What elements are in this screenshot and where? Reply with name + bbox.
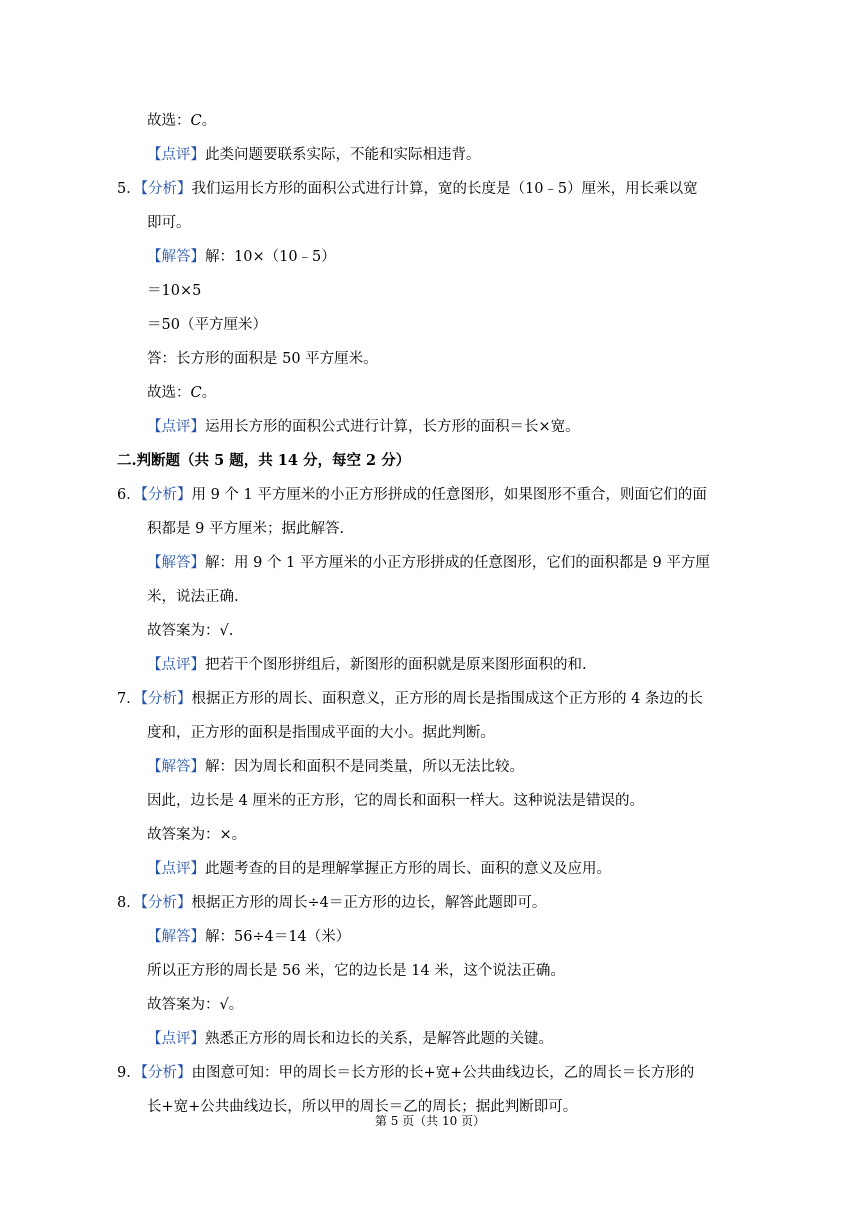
text-line (147, 383, 216, 403)
line-text: 运用长方形的面积公式进行计算，长方形的面积＝长×宽。 (205, 419, 580, 435)
line-text: 解：因为周长和面积不是同类量，所以无法比较。 (205, 759, 524, 775)
line-text: 把若干个图形拼组后，新图形的面积就是原来图形面积的和. (205, 657, 587, 673)
line-text: 二.判断题（共 5 题，共 14 分，每空 2 分） (117, 452, 411, 469)
text-line (147, 961, 565, 981)
text-line (147, 587, 239, 607)
annotation-tag: 【分析】 (140, 487, 192, 503)
text-line (147, 213, 191, 233)
text-line (147, 757, 524, 777)
line-text: 根据正方形的周长÷4＝正方形的边长，解答此题即可。 (191, 895, 547, 911)
line-text: 米，说法正确. (147, 589, 239, 605)
line-text: 度和，正方形的面积是指围成平面的大小。据此判断。 (147, 725, 495, 741)
line-text: 积都是 9 平方厘米；据此解答. (147, 521, 345, 537)
text-line (147, 281, 201, 301)
question-number: 5． (117, 181, 141, 197)
text-line (147, 723, 495, 743)
line-text: 由图意可知：甲的周长＝长方形的长+宽+公共曲线边长，乙的周长＝长方形的 (191, 1065, 695, 1081)
line-text: 所以正方形的周长是 56 米，它的边长是 14 米，这个说法正确。 (147, 963, 565, 979)
line-text: 因此，边长是 4 厘米的正方形，它的周长和面积一样大。这种说法是错误的。 (147, 793, 644, 809)
line-text: 根据正方形的周长、面积意义，正方形的周长是指围成这个正方形的 4 条边的长 (191, 691, 703, 707)
text-line (147, 927, 350, 947)
text-line (117, 179, 698, 199)
annotation-tag: 【解答】 (147, 555, 205, 571)
line-text: ＝50（平方厘米） (147, 317, 267, 333)
line-text: 故答案为：√。 (147, 997, 244, 1013)
text-line (117, 893, 546, 913)
line-text: 故选： (147, 385, 191, 401)
text-line (147, 995, 243, 1015)
annotation-tag: 【分析】 (140, 181, 192, 197)
question-number: 6． (117, 487, 141, 503)
answer-letter: C (190, 113, 202, 129)
question-number: 8． (117, 895, 141, 911)
line-text: 长+宽+公共曲线边长，所以甲的周长＝乙的周长；据此判断即可。 (147, 1099, 578, 1115)
text-line (147, 145, 481, 165)
annotation-tag: 【解答】 (147, 759, 205, 775)
line-text: 故选： (147, 113, 191, 129)
text-line (147, 247, 336, 267)
page-footer: 第 5 页（共 10 页） (374, 1114, 486, 1128)
annotation-tag: 【解答】 (147, 929, 205, 945)
line-text: 用 9 个 1 平方厘米的小正方形拼成的任意图形，如果图形不重合，则面它们的面 (191, 487, 707, 503)
annotation-tag: 【点评】 (147, 147, 205, 163)
section-heading (117, 451, 410, 471)
annotation-tag: 【点评】 (147, 657, 205, 673)
annotation-tag: 【点评】 (147, 1031, 205, 1047)
line-text: 解：56÷4＝14（米） (205, 929, 351, 945)
text-line (147, 1029, 553, 1049)
line-text: 答：长方形的面积是 50 平方厘米。 (147, 351, 378, 367)
annotation-tag: 【分析】 (140, 895, 192, 911)
text-line (117, 1063, 694, 1083)
line-text: 此类问题要联系实际，不能和实际相违背。 (205, 147, 481, 163)
line-suffix: 。 (201, 385, 217, 401)
annotation-tag: 【分析】 (140, 691, 192, 707)
text-line (147, 553, 710, 573)
line-text: 此题考查的目的是理解掌握正方形的周长、面积的意义及应用。 (205, 861, 611, 877)
line-text: 解：10×（10﹣5） (205, 249, 336, 265)
question-number: 9． (117, 1065, 141, 1081)
annotation-tag: 【点评】 (147, 861, 205, 877)
text-line (147, 791, 644, 811)
line-text: 即可。 (147, 215, 191, 231)
text-line (147, 417, 580, 437)
text-line (147, 111, 216, 131)
text-line (147, 621, 233, 641)
annotation-tag: 【点评】 (147, 419, 205, 435)
text-line (147, 825, 246, 845)
text-line (117, 485, 707, 505)
line-suffix: 。 (201, 113, 217, 129)
line-text: 解：用 9 个 1 平方厘米的小正方形拼成的任意图形，它们的面积都是 9 平方厘 (205, 555, 710, 571)
line-text: 熟悉正方形的周长和边长的关系，是解答此题的关键。 (205, 1031, 553, 1047)
line-text: 我们运用长方形的面积公式进行计算，宽的长度是（10﹣5）厘米，用长乘以宽 (191, 181, 698, 197)
annotation-tag: 【解答】 (147, 249, 205, 265)
question-number: 7． (117, 691, 141, 707)
answer-letter: C (190, 385, 202, 401)
text-line (147, 349, 378, 369)
line-text: ＝10×5 (147, 283, 202, 299)
text-line (147, 519, 344, 539)
annotation-tag: 【分析】 (140, 1065, 192, 1081)
text-line (147, 859, 611, 879)
line-text: 故答案为：√. (147, 623, 234, 639)
text-line (147, 315, 267, 335)
line-text: 故答案为：×。 (147, 827, 247, 843)
text-line (147, 655, 587, 675)
text-line (117, 689, 703, 709)
